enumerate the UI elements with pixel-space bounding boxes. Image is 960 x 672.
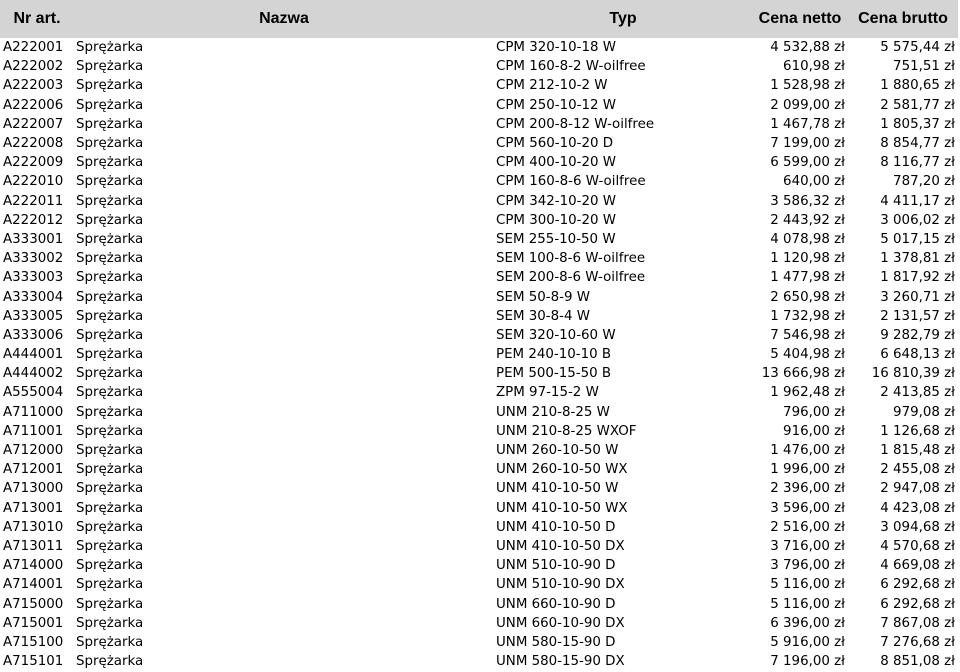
cell-cena-netto: 4 078,98 zł: [770, 231, 845, 247]
cell-cena-brutto: 8 116,77 zł: [880, 155, 955, 171]
cell-nr-art: A713001: [3, 500, 64, 516]
cell-cena-brutto: 3 094,68 zł: [880, 519, 955, 535]
table-row: [0, 556, 958, 575]
cell-nazwa: Sprężarka: [76, 40, 144, 56]
cell-typ: UNM 410-10-50 DX: [496, 538, 625, 554]
cell-cena-netto: 6 396,00 zł: [770, 615, 845, 631]
cell-nazwa: Sprężarka: [76, 327, 144, 343]
table-row: [0, 345, 958, 364]
cell-nr-art: A333004: [3, 289, 64, 305]
cell-nr-art: A333006: [3, 327, 64, 343]
cell-cena-brutto: 2 455,08 zł: [880, 462, 955, 478]
cell-cena-netto: 5 404,98 zł: [770, 347, 845, 363]
header-nr-art[interactable]: Nr art.: [0, 0, 74, 38]
cell-typ: CPM 200-8-12 W-oilfree: [496, 116, 655, 132]
cell-nazwa: Sprężarka: [76, 462, 144, 478]
cell-nr-art: A713011: [3, 538, 64, 554]
cell-cena-brutto: 787,20 zł: [893, 174, 955, 190]
cell-nr-art: A222003: [3, 78, 64, 94]
cell-nr-art: A713010: [3, 519, 64, 535]
cell-nazwa: Sprężarka: [76, 136, 144, 152]
cell-cena-netto: 610,98 zł: [783, 59, 845, 75]
cell-typ: CPM 250-10-12 W: [496, 97, 617, 113]
cell-nr-art: A715100: [3, 634, 64, 650]
cell-cena-brutto: 8 854,77 zł: [880, 136, 955, 152]
cell-nazwa: Sprężarka: [76, 481, 144, 497]
cell-nazwa: Sprężarka: [76, 443, 144, 459]
cell-nazwa: Sprężarka: [76, 251, 144, 267]
cell-typ: SEM 100-8-6 W-oilfree: [496, 251, 646, 267]
cell-cena-brutto: 751,51 zł: [893, 59, 955, 75]
cell-nr-art: A333002: [3, 251, 64, 267]
cell-cena-netto: 5 116,00 zł: [770, 596, 845, 612]
cell-nr-art: A444001: [3, 347, 64, 363]
cell-typ: UNM 660-10-90 DX: [496, 615, 625, 631]
cell-typ: CPM 342-10-20 W: [496, 193, 617, 209]
cell-cena-netto: 3 596,00 zł: [770, 500, 845, 516]
cell-cena-netto: 796,00 zł: [783, 404, 845, 420]
table-row: [0, 38, 958, 57]
cell-nr-art: A222007: [3, 116, 64, 132]
table-row: [0, 364, 958, 383]
cell-cena-netto: 4 532,88 zł: [770, 40, 845, 56]
cell-nr-art: A711000: [3, 404, 64, 420]
header-cena-netto[interactable]: Cena netto: [752, 0, 848, 38]
cell-cena-brutto: 4 570,68 zł: [880, 538, 955, 554]
table-row: [0, 249, 958, 268]
cell-typ: CPM 160-8-2 W-oilfree: [496, 59, 646, 75]
cell-cena-netto: 13 666,98 zł: [761, 366, 845, 382]
cell-cena-brutto: 1 126,68 zł: [880, 423, 955, 439]
table-row: [0, 422, 958, 441]
cell-typ: CPM 300-10-20 W: [496, 212, 617, 228]
cell-nr-art: A715101: [3, 654, 64, 670]
cell-nr-art: A333001: [3, 231, 64, 247]
cell-cena-brutto: 8 851,08 zł: [880, 654, 955, 670]
cell-typ: UNM 580-15-90 D: [496, 634, 616, 650]
cell-cena-netto: 1 528,98 zł: [770, 78, 845, 94]
cell-nr-art: A712001: [3, 462, 64, 478]
cell-cena-brutto: 6 292,68 zł: [880, 596, 955, 612]
cell-cena-netto: 1 996,00 zł: [770, 462, 845, 478]
table-row: [0, 96, 958, 115]
table-row: [0, 652, 958, 671]
cell-nazwa: Sprężarka: [76, 596, 144, 612]
cell-nazwa: Sprężarka: [76, 116, 144, 132]
cell-cena-brutto: 979,08 zł: [893, 404, 955, 420]
cell-cena-netto: 916,00 zł: [783, 423, 845, 439]
cell-typ: CPM 560-10-20 D: [496, 136, 614, 152]
cell-typ: SEM 50-8-9 W: [496, 289, 591, 305]
cell-nazwa: Sprężarka: [76, 78, 144, 94]
cell-cena-netto: 7 196,00 zł: [770, 654, 845, 670]
cell-nr-art: A714000: [3, 558, 64, 574]
cell-cena-netto: 2 650,98 zł: [770, 289, 845, 305]
cell-nazwa: Sprężarka: [76, 366, 144, 382]
cell-nr-art: A715001: [3, 615, 64, 631]
cell-cena-brutto: 4 423,08 zł: [880, 500, 955, 516]
cell-nazwa: Sprężarka: [76, 404, 144, 420]
cell-cena-brutto: 1 815,48 zł: [880, 443, 955, 459]
cell-nazwa: Sprężarka: [76, 270, 144, 286]
cell-nazwa: Sprężarka: [76, 558, 144, 574]
cell-cena-brutto: 1 378,81 zł: [880, 251, 955, 267]
cell-nazwa: Sprężarka: [76, 289, 144, 305]
cell-nazwa: Sprężarka: [76, 97, 144, 113]
cell-typ: CPM 400-10-20 W: [496, 155, 617, 171]
cell-nr-art: A712000: [3, 443, 64, 459]
cell-nazwa: Sprężarka: [76, 59, 144, 75]
cell-cena-netto: 2 516,00 zł: [770, 519, 845, 535]
header-typ[interactable]: Typ: [494, 0, 752, 38]
cell-nazwa: Sprężarka: [76, 155, 144, 171]
table-row: [0, 76, 958, 95]
cell-nr-art: A714001: [3, 577, 64, 593]
cell-cena-brutto: 5 575,44 zł: [880, 40, 955, 56]
cell-nazwa: Sprężarka: [76, 634, 144, 650]
cell-typ: CPM 212-10-2 W: [496, 78, 608, 94]
table-row: [0, 192, 958, 211]
table-row: [0, 326, 958, 345]
table-row: [0, 134, 958, 153]
cell-typ: UNM 410-10-50 D: [496, 519, 616, 535]
table-row: [0, 268, 958, 287]
table-row: [0, 460, 958, 479]
cell-typ: UNM 210-8-25 W: [496, 404, 610, 420]
cell-cena-netto: 2 099,00 zł: [770, 97, 845, 113]
table-row: [0, 537, 958, 556]
cell-cena-netto: 3 586,32 zł: [770, 193, 845, 209]
cell-nr-art: A333005: [3, 308, 64, 324]
cell-cena-brutto: 2 131,57 zł: [880, 308, 955, 324]
cell-cena-netto: 7 546,98 zł: [770, 327, 845, 343]
cell-cena-netto: 1 477,98 zł: [770, 270, 845, 286]
cell-typ: PEM 240-10-10 B: [496, 347, 612, 363]
cell-cena-brutto: 2 581,77 zł: [880, 97, 955, 113]
table-row: [0, 594, 958, 613]
table-row: [0, 230, 958, 249]
cell-typ: UNM 260-10-50 W: [496, 443, 619, 459]
cell-nr-art: A222011: [3, 193, 64, 209]
cell-cena-brutto: 1 880,65 zł: [880, 78, 955, 94]
cell-typ: UNM 660-10-90 D: [496, 596, 616, 612]
cell-nazwa: Sprężarka: [76, 212, 144, 228]
table-header-row: [0, 0, 958, 38]
cell-nr-art: A555004: [3, 385, 64, 401]
cell-cena-brutto: 2 947,08 zł: [880, 481, 955, 497]
cell-typ: PEM 500-15-50 B: [496, 366, 612, 382]
cell-cena-brutto: 5 017,15 zł: [880, 231, 955, 247]
table-row: [0, 479, 958, 498]
cell-typ: UNM 410-10-50 W: [496, 481, 619, 497]
cell-cena-brutto: 9 282,79 zł: [880, 327, 955, 343]
cell-nr-art: A222008: [3, 136, 64, 152]
cell-nr-art: A711001: [3, 423, 64, 439]
cell-nr-art: A222001: [3, 40, 64, 56]
cell-cena-netto: 3 716,00 zł: [770, 538, 845, 554]
cell-cena-netto: 7 199,00 zł: [770, 136, 845, 152]
cell-typ: CPM 320-10-18 W: [496, 40, 617, 56]
header-nazwa[interactable]: Nazwa: [74, 0, 494, 38]
cell-cena-brutto: 1 817,92 zł: [880, 270, 955, 286]
cell-cena-netto: 1 962,48 zł: [770, 385, 845, 401]
cell-cena-brutto: 6 648,13 zł: [880, 347, 955, 363]
cell-typ: SEM 255-10-50 W: [496, 231, 616, 247]
cell-cena-brutto: 3 260,71 zł: [880, 289, 955, 305]
cell-nazwa: Sprężarka: [76, 519, 144, 535]
cell-nr-art: A444002: [3, 366, 64, 382]
cell-nr-art: A222006: [3, 97, 64, 113]
table-row: [0, 115, 958, 134]
cell-nazwa: Sprężarka: [76, 231, 144, 247]
cell-nazwa: Sprężarka: [76, 193, 144, 209]
table-row: [0, 575, 958, 594]
cell-cena-brutto: 4 411,17 zł: [880, 193, 955, 209]
table-row: [0, 499, 958, 518]
cell-typ: CPM 160-8-6 W-oilfree: [496, 174, 646, 190]
cell-cena-netto: 1 476,00 zł: [770, 443, 845, 459]
cell-cena-brutto: 7 867,08 zł: [880, 615, 955, 631]
cell-cena-brutto: 16 810,39 zł: [871, 366, 955, 382]
cell-cena-brutto: 4 669,08 zł: [880, 558, 955, 574]
header-cena-brutto[interactable]: Cena brutto: [848, 0, 958, 38]
cell-cena-brutto: 7 276,68 zł: [880, 634, 955, 650]
cell-typ: UNM 260-10-50 WX: [496, 462, 628, 478]
cell-nazwa: Sprężarka: [76, 308, 144, 324]
table-row: [0, 383, 958, 402]
cell-typ: SEM 200-8-6 W-oilfree: [496, 270, 646, 286]
cell-typ: SEM 320-10-60 W: [496, 327, 616, 343]
cell-cena-netto: 5 916,00 zł: [770, 634, 845, 650]
cell-nazwa: Sprężarka: [76, 347, 144, 363]
cell-nazwa: Sprężarka: [76, 174, 144, 190]
table-row: [0, 441, 958, 460]
cell-cena-netto: 3 796,00 zł: [770, 558, 845, 574]
cell-nazwa: Sprężarka: [76, 423, 144, 439]
cell-cena-brutto: 3 006,02 zł: [880, 212, 955, 228]
table-row: [0, 287, 958, 306]
cell-cena-netto: 5 116,00 zł: [770, 577, 845, 593]
cell-cena-netto: 1 732,98 zł: [770, 308, 845, 324]
cell-typ: UNM 510-10-90 D: [496, 558, 616, 574]
cell-nr-art: A222002: [3, 59, 64, 75]
cell-cena-brutto: 6 292,68 zł: [880, 577, 955, 593]
table-row: [0, 403, 958, 422]
table-row: [0, 172, 958, 191]
cell-nazwa: Sprężarka: [76, 615, 144, 631]
cell-cena-netto: 2 396,00 zł: [770, 481, 845, 497]
cell-cena-brutto: 1 805,37 zł: [880, 116, 955, 132]
cell-nazwa: Sprężarka: [76, 500, 144, 516]
cell-typ: UNM 580-15-90 DX: [496, 654, 625, 670]
cell-cena-netto: 2 443,92 zł: [770, 212, 845, 228]
cell-typ: ZPM 97-15-2 W: [496, 385, 599, 401]
cell-typ: UNM 410-10-50 WX: [496, 500, 628, 516]
cell-nazwa: Sprężarka: [76, 385, 144, 401]
cell-nr-art: A713000: [3, 481, 64, 497]
table-row: [0, 518, 958, 537]
cell-nr-art: A333003: [3, 270, 64, 286]
cell-nazwa: Sprężarka: [76, 538, 144, 554]
cell-nr-art: A222009: [3, 155, 64, 171]
table-row: [0, 57, 958, 76]
cell-nazwa: Sprężarka: [76, 654, 144, 670]
table-row: [0, 633, 958, 652]
cell-nazwa: Sprężarka: [76, 577, 144, 593]
cell-nr-art: A222012: [3, 212, 64, 228]
cell-nr-art: A222010: [3, 174, 64, 190]
cell-typ: UNM 210-8-25 WXOF: [496, 423, 637, 439]
cell-cena-netto: 640,00 zł: [783, 174, 845, 190]
cell-typ: SEM 30-8-4 W: [496, 308, 591, 324]
table-row: [0, 153, 958, 172]
table-body: [0, 38, 958, 671]
cell-cena-netto: 1 120,98 zł: [770, 251, 845, 267]
table-row: [0, 211, 958, 230]
cell-nr-art: A715000: [3, 596, 64, 612]
cell-typ: UNM 510-10-90 DX: [496, 577, 625, 593]
table-row: [0, 614, 958, 633]
cell-cena-netto: 6 599,00 zł: [770, 155, 845, 171]
table-row: [0, 307, 958, 326]
cell-cena-brutto: 2 413,85 zł: [880, 385, 955, 401]
cell-cena-netto: 1 467,78 zł: [770, 116, 845, 132]
